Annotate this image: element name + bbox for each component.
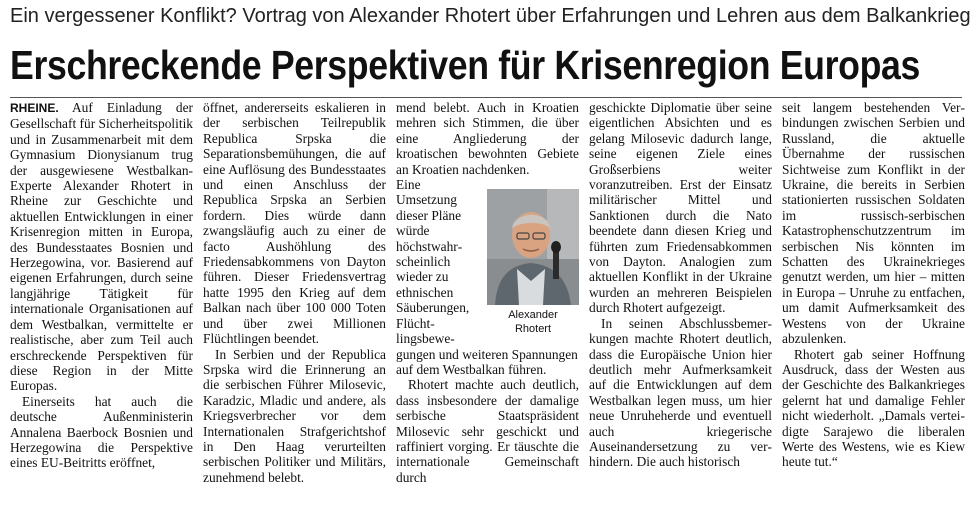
article-kicker: Ein vergessener Konflikt? Vortrag von Alexander Rhotert über Erfahrungen und Lehren aus dem Balkankrieg [10, 5, 971, 27]
article-column-3 [396, 100, 579, 512]
headline-divider [10, 97, 962, 98]
article-column-4 [589, 100, 772, 512]
column-5-paragraph-2: Rhotert gab seiner Hoffnung Ausdruck, dass der Westen aus der Geschichte des Balkankrieges gelernt hat und damalige Fehler nicht wiederholt. „Damals verteidigte Sarajewo die liberalen Werte des Westens, wie es Kiew heute tut.“ [782, 346, 965, 470]
dateline: RHEINE. [10, 101, 59, 115]
article-headline: Erschreckende Perspektiven für Krisenregion Europas [10, 42, 921, 88]
column-5-paragraph-1: seit langem bestehenden Verbindungen zwischen Serbien und Russland, die aktuelle Übernahme der russischen Sichtweise zum Konflikt in der Ukraine, die bereits in Serbien stationierten russischen Soldaten im russisch-serbischen Katastrophenschutzzentrum im serbischen Nis könnten im Schatten des Ukrainekrieges genutzt werden, um hier – mitten in Europa – Unruhe zu entfachen, um damit Aufmerksamkeit des Westens von der Ukraine abzulenken. [782, 100, 965, 347]
article-column-5 [782, 100, 965, 512]
column-1-paragraph-1-text: Auf Einladung der Gesellschaft für Sicherheitspolitik und in Zusammenarbeit mit dem Gymnasium Dionysianum trug der ausgewiesene Westbalkan-Experte Alexander Rhotert in Rheine zur Geschichte und aktuellen Entwicklungen in einer Krisenregion mitten in Europa, des Bundesstaates Bosnien und Herzegowina, vor. Basierend auf eigenen Erfahrungen, durch seine langjährige Tätigkeit für internationale Organisationen auf dem Westbalkan, vermittelte er realistische, aber zum Teil auch erschreckende Perspektiven für diese Region in der Mitte Europas. [10, 100, 193, 394]
photo-caption-line-2: Rhotert [514, 323, 552, 336]
photo-caption-line-1: Alexander [508, 309, 558, 322]
column-2-paragraph-2: In Serbien und der Republica Srpska wird die Erinnerung an die serbischen Führer Milosevic, Karadzic, Mladic und andere, als Kriegsverbrecher vor dem Internationalen Strafgerichtshof in Den Haag verurteilten serbischen Politiker und Militärs, zunehmend belebt. [203, 346, 386, 485]
speaker-photo-illustration [487, 189, 579, 305]
column-4-paragraph-2: In seinen Abschlussbemerkungen machte Rhotert deutlich, dass die Europäische Union hier deutlich mehr Aufmerksamkeit auf die Entwicklungen auf dem Westbalkan legen muss, um hier neue Unruheherde und eventuell auch kriegerische Auseinandersetzung zu verhindern. Die auch historisch [589, 315, 772, 470]
column-2-paragraph-1: öffnet, andererseits eskalieren in der serbischen Teilrepublik Republica Srpska die Separationsbemühungen, die auf eine Auflösung des Bundesstaates und einen Anschluss der Republica Srpska an Serbien fordern. Dies würde dann zwangsläufig auch zu einer de facto Aushöhlung des Friedensabkommens von Dayton führen. Dieser Friedensvertrag hatte 1995 den Krieg auf dem Balkan nach über 100 000 Toten und über zwei Millionen Flüchtlingen beendet. [203, 100, 386, 347]
photo-caption [487, 308, 579, 336]
column-3-paragraph-2: Rhotert machte auch deutlich, dass insbesondere der damalige serbische Staatspräsident Milosevic sehr geschickt und raffiniert vorging. Er täuschte die internationale Gemeinschaft durch [396, 377, 579, 485]
photo-figure [487, 189, 579, 336]
speaker-photo [487, 189, 579, 305]
column-3-paragraph-1b: Eine Umsetzung dieser Pläne würde höchstwahrscheinlich wieder zu ethnischen Säuberungen, Flüchtlingsbewegungen und weiteren Spannungen auf dem Westbalkan führen. [396, 177, 578, 377]
column-3-paragraph-1a: mend belebt. Auch in Kroatien mehren sich Stimmen, die über eine Angliederung der kroatischen bewohnten Gebiete an Kroatien nachdenken. [396, 100, 579, 177]
article-column-2 [203, 100, 386, 512]
column-4-paragraph-1: geschickte Diplomatie über seine eigentlichen Absichten und es gelang Milosevic dadurch lange, seine eigenen Ziele eines Großserbiens weiter voranzutreiben. Erst der Einsatz militärischer Mittel und Sanktionen durch die Nato beendete dann diesen Krieg und führten zum Friedensabkommen von Dayton. Analogien zum aktuellen Konflikt in der Ukraine wurden an mehreren Beispielen durch Rhotert aufgezeigt. [589, 100, 772, 316]
column-1-paragraph-1 [10, 100, 193, 394]
column-1-paragraph-2: Einerseits hat auch die deutsche Außenministerin Annalena Baerbock Bosnien und Herzegowina die Perspektive eines EU-Beitritts eröffnet, [10, 393, 193, 471]
article-column-1 [10, 100, 193, 512]
